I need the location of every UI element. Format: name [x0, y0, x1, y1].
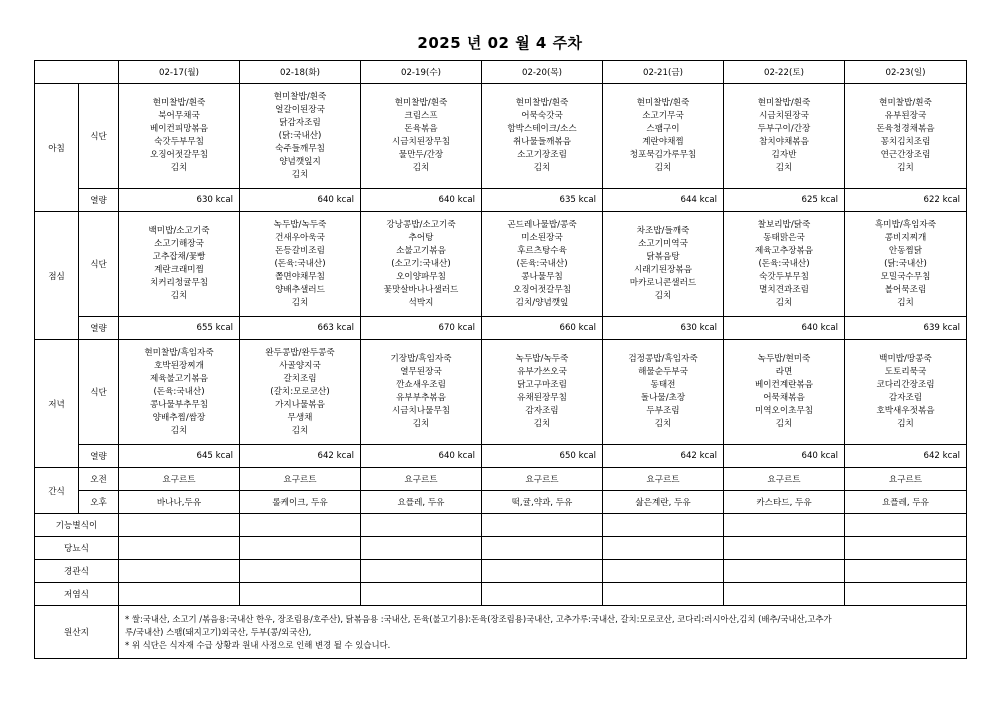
- snack-am-value: 요구르트: [119, 468, 240, 491]
- menu-item: 어묵숙갓국: [521, 111, 563, 121]
- menu-item: 김치: [291, 297, 309, 308]
- diet-label: 저염식: [35, 583, 119, 606]
- menu-item: 숙갓두부무침: [154, 137, 204, 147]
- weekly-menu-table: [34, 60, 967, 659]
- snack-am-value: 요구르트: [240, 468, 361, 491]
- menu-item: 안동찜닭: [888, 245, 923, 256]
- menu-item: 돌나물/초장: [640, 393, 686, 403]
- menu-item: 베이컨계란볶음: [754, 380, 814, 390]
- menu-item: 고추잡채/꽃빵: [152, 252, 206, 262]
- dinner-menu-cell: [845, 340, 967, 445]
- menu-item: 치커리청귤무침: [149, 278, 209, 288]
- meal-sublabel: 식단: [79, 212, 119, 317]
- kcal-value: 670 kcal: [361, 317, 482, 340]
- menu-item: 깐쇼새우조림: [396, 380, 446, 390]
- menu-item: 북어무채국: [158, 111, 200, 121]
- menu-item: 계란크래미찜: [154, 265, 204, 275]
- diet-cell: [603, 514, 724, 537]
- menu-item: 미소된장국: [521, 232, 563, 243]
- day-header-row: [35, 61, 967, 84]
- menu-item: 얼갈이된장국: [275, 104, 325, 115]
- snack-pm-value: 요플레, 두유: [361, 491, 482, 514]
- menu-item: 현미찰밥/흰죽: [757, 98, 811, 108]
- menu-item: 동태맑은국: [763, 232, 805, 243]
- diet-cell: [240, 537, 361, 560]
- snack-label: 간식: [35, 468, 79, 514]
- menu-item: 소고기무국: [642, 111, 684, 121]
- lunch-menu-cell: [361, 212, 482, 317]
- menu-item: 김치: [170, 425, 188, 436]
- menu-item: 유부된장국: [884, 111, 927, 121]
- breakfast-menu-cell: [603, 84, 724, 189]
- diet-cell: [361, 583, 482, 606]
- menu-item: 닭고구마조림: [517, 380, 567, 390]
- menu-item: 김치: [775, 163, 793, 173]
- diet-cell: [603, 537, 724, 560]
- menu-item: 김치: [533, 419, 551, 429]
- dinner-menu-cell: [240, 340, 361, 445]
- origin-label: 원산지: [35, 606, 119, 659]
- diet-cell: [724, 583, 845, 606]
- kcal-value: 625 kcal: [724, 189, 845, 212]
- day-header: 02-19(수): [361, 61, 482, 84]
- day-header: 02-23(일): [845, 61, 967, 84]
- day-header: 02-22(토): [724, 61, 845, 84]
- dinner-menu-cell: [603, 340, 724, 445]
- menu-item: 김치: [291, 425, 309, 436]
- menu-item: 현미찰밥/흰죽: [515, 98, 569, 108]
- lunch-menu-cell: [240, 212, 361, 317]
- menu-item: 시금치나물무침: [391, 406, 451, 416]
- menu-item: 소고기미역국: [638, 239, 688, 249]
- day-header: 02-18(화): [240, 61, 361, 84]
- menu-item: 기장밥/흑임자죽: [390, 354, 452, 364]
- menu-item: 김치: [291, 169, 309, 180]
- menu-item: 시금치된장무침: [391, 137, 451, 147]
- kcal-value: 630 kcal: [603, 317, 724, 340]
- dinner-menu-cell: [724, 340, 845, 445]
- menu-item: 검정콩밥/흑임자죽: [628, 354, 698, 364]
- menu-item: 양배추샐러드: [275, 284, 325, 295]
- breakfast-label: 아침: [35, 84, 79, 212]
- breakfast-menu-cell: [724, 84, 845, 189]
- kcal-value: 630 kcal: [119, 189, 240, 212]
- menu-item: 계란야채찜: [642, 137, 684, 147]
- kcal-sublabel: 열량: [79, 445, 119, 468]
- lunch-menu-cell: [482, 212, 603, 317]
- menu-item: 돈등갈비조림: [275, 245, 325, 256]
- snack-am-value: 요구르트: [361, 468, 482, 491]
- diet-cell: [119, 583, 240, 606]
- menu-item: 닭볶음탕: [646, 252, 680, 262]
- diet-cell: [603, 560, 724, 583]
- kcal-value: 642 kcal: [603, 445, 724, 468]
- menu-item: 김치/양념깻잎: [515, 297, 569, 308]
- menu-item: 현미찰밥/흰죽: [879, 98, 932, 108]
- menu-item: 크림스프: [404, 111, 438, 121]
- menu-item: 후르츠탕수육: [517, 245, 567, 256]
- snack-am-value: 요구르트: [845, 468, 967, 491]
- snack-pm-row: [35, 491, 967, 514]
- origin-note-line: 루/국내산) 스팸(돼지고기)외국산, 두부(콩/외국산),: [125, 626, 312, 637]
- diet-cell: [240, 583, 361, 606]
- diet-cell: [845, 514, 967, 537]
- menu-item: 돈육볶음: [404, 124, 438, 134]
- diet-cell: [482, 537, 603, 560]
- kcal-value: 645 kcal: [119, 445, 240, 468]
- menu-item: 무생채: [287, 412, 313, 423]
- menu-item: 멸치견과조림: [759, 284, 809, 295]
- diet-cell: [361, 560, 482, 583]
- menu-item: 석박지: [408, 297, 434, 308]
- menu-item: 열무된장국: [400, 367, 442, 377]
- menu-item: 차조밥/들깨죽: [636, 226, 690, 236]
- menu-item: 현미찰밥/흰죽: [636, 98, 690, 108]
- kcal-value: 640 kcal: [361, 189, 482, 212]
- menu-item: 스팸구이: [646, 124, 680, 134]
- menu-item: 함박스테이크/소스: [507, 124, 577, 134]
- menu-item: 흑미밥/흑임자죽: [874, 219, 936, 230]
- breakfast-kcal-row: [35, 189, 967, 212]
- menu-item: 추어탕: [408, 232, 434, 243]
- menu-item: 소고기장조림: [517, 150, 567, 160]
- lunch-label: 점심: [35, 212, 79, 340]
- kcal-value: 655 kcal: [119, 317, 240, 340]
- meal-sublabel: 식단: [79, 340, 119, 445]
- menu-item: 숙주들깨무침: [275, 143, 325, 154]
- kcal-value: 660 kcal: [482, 317, 603, 340]
- header-blank: [35, 61, 119, 84]
- menu-item: 꽃맛살바나나샐러드: [383, 284, 459, 295]
- diet-label: 기능별식이: [35, 514, 119, 537]
- lunch-menu-cell: [724, 212, 845, 317]
- origin-row: [35, 606, 967, 659]
- lunch-menu-row: [35, 212, 967, 317]
- menu-item: 김자반: [771, 150, 797, 160]
- kcal-value: 642 kcal: [240, 445, 361, 468]
- menu-item: 오이양파무침: [396, 271, 446, 282]
- menu-item: 모밀국수무침: [880, 271, 931, 282]
- snack-pm-value: 카스타드, 두유: [724, 491, 845, 514]
- diet-cell: [240, 514, 361, 537]
- menu-item: 양념깻잎지: [279, 156, 321, 167]
- menu-item: 콩나물부추무침: [149, 399, 209, 410]
- diet-cell: [845, 560, 967, 583]
- diet-cell: [724, 537, 845, 560]
- kcal-value: 640 kcal: [724, 317, 845, 340]
- kcal-value: 640 kcal: [240, 189, 361, 212]
- lunch-kcal-row: [35, 317, 967, 340]
- menu-item: 김치: [897, 163, 914, 173]
- menu-item: 감자조림: [525, 406, 559, 416]
- breakfast-menu-cell: [482, 84, 603, 189]
- menu-item: 양배추찜/쌈장: [152, 412, 206, 423]
- menu-item: 동태전: [650, 380, 676, 390]
- diet-row-functional: [35, 514, 967, 537]
- kcal-value: 622 kcal: [845, 189, 967, 212]
- menu-item: 김치: [170, 163, 188, 173]
- menu-item: 소고기해장국: [154, 239, 204, 249]
- snack-pm-value: 삶은계란, 두유: [603, 491, 724, 514]
- menu-item: 어묵채볶음: [763, 393, 805, 403]
- menu-item: 김치: [654, 291, 672, 301]
- diet-label: 경관식: [35, 560, 119, 583]
- diet-cell: [482, 560, 603, 583]
- diet-row-tube: [35, 560, 967, 583]
- menu-item: 시금치된장국: [759, 111, 809, 121]
- menu-item: 숙갓두부무침: [759, 271, 809, 282]
- menu-item: 두부조림: [646, 406, 680, 416]
- menu-item: 제육고추장볶음: [754, 245, 814, 256]
- dinner-menu-cell: [482, 340, 603, 445]
- menu-item: 오징어젓갈무침: [512, 284, 572, 295]
- menu-item: 연근간장조림: [880, 150, 931, 160]
- kcal-value: 663 kcal: [240, 317, 361, 340]
- diet-label: 당뇨식: [35, 537, 119, 560]
- menu-item: 김치: [775, 297, 793, 308]
- snack-am-value: 요구르트: [603, 468, 724, 491]
- breakfast-menu-cell: [361, 84, 482, 189]
- diet-cell: [361, 537, 482, 560]
- diet-cell: [119, 514, 240, 537]
- dinner-menu-row: [35, 340, 967, 445]
- diet-cell: [240, 560, 361, 583]
- menu-item: 미역오이초무침: [754, 406, 814, 416]
- dinner-kcal-row: [35, 445, 967, 468]
- menu-item: 강낭콩밥/소고기죽: [386, 219, 456, 230]
- diet-cell: [119, 560, 240, 583]
- menu-item: 제육불고기볶음: [149, 373, 209, 384]
- menu-item: 볼어묵조림: [884, 284, 927, 295]
- menu-item: 물만두/간장: [398, 150, 444, 160]
- menu-item: 백미밥/땅콩죽: [879, 354, 932, 364]
- menu-item: 유채된장무침: [517, 393, 567, 403]
- menu-item: (소고기:국내산): [391, 258, 451, 269]
- menu-item: 녹두밥/녹두죽: [273, 219, 327, 230]
- diet-cell: [603, 583, 724, 606]
- dinner-label: 저녁: [35, 340, 79, 468]
- menu-item: 감자조림: [888, 393, 923, 403]
- snack-pm-value: 떡,귤,약과, 두유: [482, 491, 603, 514]
- kcal-value: 642 kcal: [845, 445, 967, 468]
- menu-item: (돈육:국내산): [274, 258, 326, 269]
- menu-item: 베이컨피망볶음: [149, 124, 209, 134]
- menu-item: 청포묵김가루무침: [629, 150, 697, 160]
- kcal-value: 640 kcal: [724, 445, 845, 468]
- diet-cell: [119, 537, 240, 560]
- kcal-value: 635 kcal: [482, 189, 603, 212]
- kcal-value: 644 kcal: [603, 189, 724, 212]
- menu-item: 가지나물볶음: [275, 399, 325, 410]
- breakfast-menu-cell: [845, 84, 967, 189]
- lunch-menu-cell: [119, 212, 240, 317]
- menu-item: 현미찰밥/흰죽: [394, 98, 448, 108]
- menu-item: (돈육:국내산): [516, 258, 568, 269]
- menu-item: 두부구이/간장: [757, 124, 811, 134]
- diet-cell: [361, 514, 482, 537]
- page-title: 2025 년 02 월 4 주차: [417, 34, 583, 52]
- menu-item: 도토리묵국: [884, 367, 927, 377]
- kcal-sublabel: 열량: [79, 189, 119, 212]
- menu-item: 소불고기볶음: [396, 245, 446, 256]
- menu-item: 사골양지국: [279, 360, 321, 371]
- menu-item: (돈육:국내산): [153, 386, 205, 397]
- menu-item: (닭:국내산): [278, 130, 322, 141]
- menu-item: 김치: [775, 419, 793, 429]
- menu-item: 현미찰밥/흰죽: [273, 91, 327, 102]
- day-header: 02-21(금): [603, 61, 724, 84]
- dinner-menu-cell: [361, 340, 482, 445]
- origin-note-line: * 위 식단은 식자재 수급 상황과 원내 사정으로 인해 변경 될 수 있습니다.: [125, 639, 391, 650]
- snack-am-value: 요구르트: [482, 468, 603, 491]
- menu-item: (갈치:모로코산): [270, 386, 330, 397]
- snack-am-value: 요구르트: [724, 468, 845, 491]
- menu-item: 완두콩밥/완두콩죽: [265, 347, 335, 358]
- menu-item: 쫄면야채무침: [275, 271, 325, 282]
- diet-cell: [482, 514, 603, 537]
- day-header: 02-17(월): [119, 61, 240, 84]
- snack-pm-value: 요플레, 두유: [845, 491, 967, 514]
- menu-item: 라면: [775, 367, 793, 377]
- menu-item: 김치: [897, 297, 914, 308]
- menu-item: 호박새우젓볶음: [876, 406, 935, 416]
- diet-cell: [845, 583, 967, 606]
- breakfast-menu-cell: [119, 84, 240, 189]
- meal-sublabel: 식단: [79, 84, 119, 189]
- menu-item: 닭감자조림: [279, 117, 321, 128]
- diet-cell: [482, 583, 603, 606]
- menu-item: 김치: [170, 291, 188, 301]
- dinner-menu-cell: [119, 340, 240, 445]
- diet-cell: [724, 514, 845, 537]
- menu-item: 김치: [412, 419, 430, 429]
- menu-item: 녹두밥/현미죽: [757, 354, 811, 364]
- menu-item: (돈육:국내산): [758, 258, 810, 269]
- breakfast-menu-row: [35, 84, 967, 189]
- menu-item: (닭:국내산): [884, 258, 927, 269]
- menu-item: 취나물들깨볶음: [512, 137, 572, 147]
- menu-item: 김치: [897, 419, 914, 429]
- menu-item: 돈육청경채볶음: [876, 124, 935, 134]
- menu-item: 호박된장찌개: [154, 360, 204, 371]
- snack-pm-label: 오후: [79, 491, 119, 514]
- menu-item: 김치: [654, 163, 672, 173]
- menu-item: 콩비지찌개: [884, 232, 927, 243]
- kcal-value: 639 kcal: [845, 317, 967, 340]
- kcal-value: 650 kcal: [482, 445, 603, 468]
- snack-am-row: [35, 468, 967, 491]
- menu-item: 현미찰밥/흑임자죽: [144, 347, 214, 358]
- day-header: 02-20(목): [482, 61, 603, 84]
- kcal-sublabel: 열량: [79, 317, 119, 340]
- lunch-menu-cell: [603, 212, 724, 317]
- breakfast-menu-cell: [240, 84, 361, 189]
- kcal-value: 640 kcal: [361, 445, 482, 468]
- menu-item: 해물순두부국: [638, 367, 688, 377]
- snack-pm-value: 바나나,두유: [119, 491, 240, 514]
- menu-item: 유부부추볶음: [396, 393, 446, 403]
- menu-item: 현미찰밥/흰죽: [152, 98, 206, 108]
- lunch-menu-cell: [845, 212, 967, 317]
- snack-pm-value: 롤케이크, 두유: [240, 491, 361, 514]
- snack-am-label: 오전: [79, 468, 119, 491]
- menu-item: 코다리간장조림: [876, 380, 935, 390]
- menu-item: 시래기된장볶음: [633, 265, 693, 275]
- menu-item: 녹두밥/녹두죽: [515, 354, 569, 364]
- menu-item: 꽁치김치조림: [880, 137, 931, 147]
- diet-cell: [845, 537, 967, 560]
- menu-item: 건새우아욱국: [275, 232, 325, 243]
- menu-item: 오징어젓갈무침: [149, 150, 209, 160]
- menu-item: 김치: [654, 419, 672, 429]
- menu-item: 유부가쓰오국: [517, 367, 567, 377]
- menu-item: 곤드레나물밥/콩죽: [507, 219, 577, 230]
- diet-row-low_salt: [35, 583, 967, 606]
- diet-row-diabetic: [35, 537, 967, 560]
- menu-item: 갈치조림: [283, 373, 317, 384]
- menu-item: 김치: [412, 163, 430, 173]
- menu-item: 찰보리밥/닭죽: [757, 219, 811, 230]
- menu-item: 김치: [533, 163, 551, 173]
- origin-notes: [119, 606, 967, 659]
- menu-item: 마카로니콘샐러드: [629, 278, 697, 288]
- menu-item: 콩나물무침: [521, 271, 563, 282]
- menu-item: 참치야채볶음: [759, 137, 809, 147]
- diet-cell: [724, 560, 845, 583]
- origin-note-line: * 쌀:국내산, 소고기 /볶음용:국내산 한우, 장조림용/호주산), 닭볶음용 :국내산, 돈육(불고기용):돈육(장조림용)국내산, 고추가루:국내산, 갈치:모로코산, 코다리:러시아산,김치 (배추/국내산,고추가: [125, 613, 832, 624]
- menu-item: 백미밥/소고기죽: [148, 226, 210, 236]
